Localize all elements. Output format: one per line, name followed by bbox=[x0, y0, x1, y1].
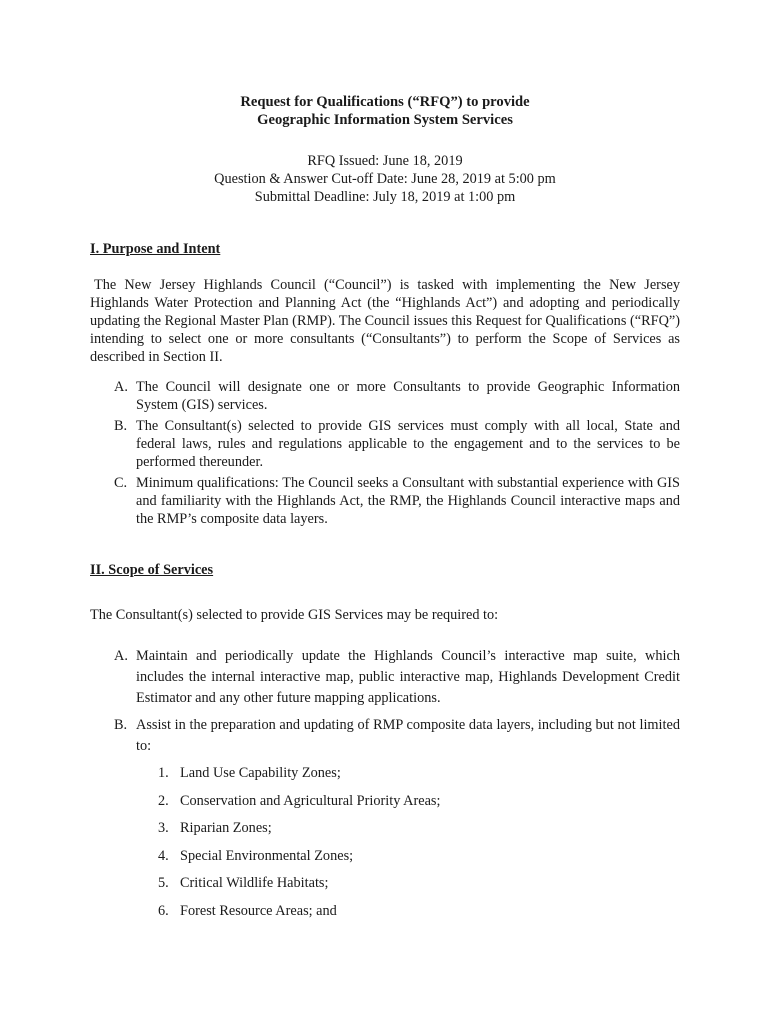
purpose-paragraph: The New Jersey Highlands Council (“Council”) is tasked with implementing the New Jersey Highlands Water Protection and Planning Act (the “Highlands Act”) and adopting and periodically updating the Regional Master Plan (RMP). The Council issues this Request for Qualifications (“RFQ”) intending to select one or more consultants (“Consultants”) to perform the Scope of Services as described in Section II. bbox=[90, 277, 680, 365]
list-item bbox=[90, 818, 680, 839]
list-marker: C. bbox=[114, 475, 128, 491]
list-marker: 3. bbox=[158, 820, 169, 836]
list-item bbox=[90, 901, 680, 922]
title-line-2: Geographic Information System Services bbox=[257, 112, 513, 128]
list-item bbox=[90, 763, 680, 784]
submittal-deadline: Submittal Deadline: July 18, 2019 at 1:00 pm bbox=[254, 189, 516, 205]
list-marker: 5. bbox=[158, 875, 169, 891]
document-title bbox=[90, 93, 680, 129]
list-marker: A. bbox=[114, 648, 128, 664]
list-item bbox=[90, 417, 680, 471]
list-item bbox=[90, 474, 680, 528]
list-item-text: Land Use Capability Zones; bbox=[180, 765, 341, 781]
list-item-text: Special Environmental Zones; bbox=[180, 847, 354, 864]
issued-date: RFQ Issued: June 18, 2019 bbox=[307, 153, 463, 169]
list-item bbox=[90, 378, 680, 414]
list-item bbox=[90, 791, 680, 812]
list-marker: B. bbox=[114, 717, 128, 733]
list-item-text: Assist in the preparation and updating of RMP composite data layers, including but not limited to: bbox=[136, 717, 680, 754]
list-item-text: Forest Resource Areas; and bbox=[180, 902, 337, 919]
list-item-text: Minimum qualifications: The Council seeks a Consultant with substantial experience with GIS and familiarity with the Highlands Act, the RMP, the Highlands Council interactive maps and the RMP’s composite data layers. bbox=[136, 475, 680, 527]
key-dates bbox=[90, 152, 680, 206]
list-marker: 6. bbox=[158, 902, 169, 919]
list-item-text: Maintain and periodically update the Highlands Council’s interactive map suite, which includes the internal interactive map, public interactive map, Highlands Development Credit Estimator and any other future mapping applications. bbox=[136, 648, 680, 706]
scope-list bbox=[90, 646, 680, 757]
document-body bbox=[90, 93, 680, 928]
list-marker: 1. bbox=[158, 765, 169, 781]
qa-cutoff-date: Question & Answer Cut-off Date: June 28, 2019 at 5:00 pm bbox=[214, 171, 556, 187]
purpose-list bbox=[90, 378, 680, 528]
list-item bbox=[90, 646, 680, 709]
section-heading-scope: II. Scope of Services bbox=[90, 562, 214, 578]
list-marker: A. bbox=[114, 379, 128, 395]
list-item-text: Riparian Zones; bbox=[180, 820, 272, 836]
section-heading-purpose: I. Purpose and Intent bbox=[90, 241, 221, 257]
list-item-text: Critical Wildlife Habitats; bbox=[180, 875, 329, 891]
list-item-text: Conservation and Agricultural Priority Areas; bbox=[180, 792, 441, 809]
data-layers-list bbox=[90, 763, 680, 922]
list-marker: B. bbox=[114, 418, 128, 434]
scope-intro: The Consultant(s) selected to provide GIS Services may be required to: bbox=[90, 607, 499, 623]
list-item bbox=[90, 715, 680, 757]
list-item bbox=[90, 846, 680, 867]
list-item-text: The Council will designate one or more Consultants to provide Geographic Information System (GIS) services. bbox=[136, 379, 680, 413]
list-marker: 2. bbox=[158, 792, 169, 809]
list-item bbox=[90, 873, 680, 894]
list-marker: 4. bbox=[158, 847, 169, 864]
title-line-1: Request for Qualifications (“RFQ”) to provide bbox=[240, 94, 530, 110]
list-item-text: The Consultant(s) selected to provide GIS services must comply with all local, State and federal laws, rules and regulations applicable to the engagement and to the services to be performed thereunder. bbox=[136, 418, 680, 470]
